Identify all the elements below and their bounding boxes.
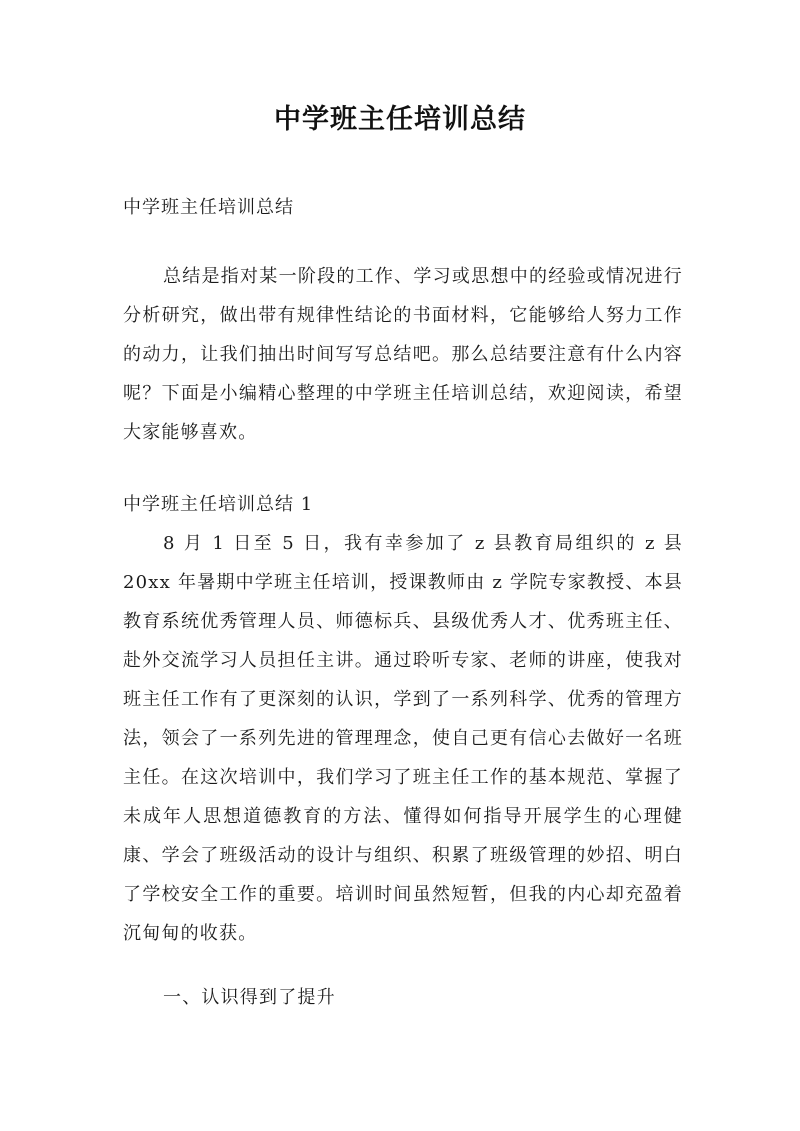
document-title: 中学班主任培训总结 <box>274 104 526 135</box>
intro-paragraph: 总结是指对某一阶段的工作、学习或思想中的经验或情况进行分析研究，做出带有规律性结论的书面材料，它能够给人努力工作的动力，让我们抽出时间写写总结吧。那么总结要注意有什么内容呢？下面是小编精心整理的中学班主任培训总结，欢迎阅读，希望大家能够喜欢。 <box>123 266 683 443</box>
point-heading: 一、认识得到了提升 <box>163 987 336 1008</box>
document-subtitle: 中学班主任培训总结 <box>123 197 294 218</box>
section-heading: 中学班主任培训总结 1 <box>123 494 314 515</box>
body-paragraph: 8 月 1 日至 5 日，我有幸参加了 z 县教育局组织的 z 县 20xx 年暑期中学班主任培训，授课教师由 z 学院专家教授、本县教育系统优秀管理人员、师德标兵、县级优秀人才、优秀班主任、赴外交流学习人员担任主讲。通过聆听专家、老师的讲座，使我对班主任工作有了更深刻的认识，学到了一系列科学、优秀的管理方法，领会了一系列先进的管理理念，使自己更有信心去做好一名班主任。在这次培训中，我们学习了班主任工作的基本规范、掌握了未成年人思想道德教育的方法、懂得如何指导开展学生的心理健康、学会了班级活动的设计与组织、积累了班级管理的妙招、明白了学校安全工作的重要。培训时间虽然短暂，但我的内心却充盈着沉甸甸的收获。 <box>123 533 683 944</box>
